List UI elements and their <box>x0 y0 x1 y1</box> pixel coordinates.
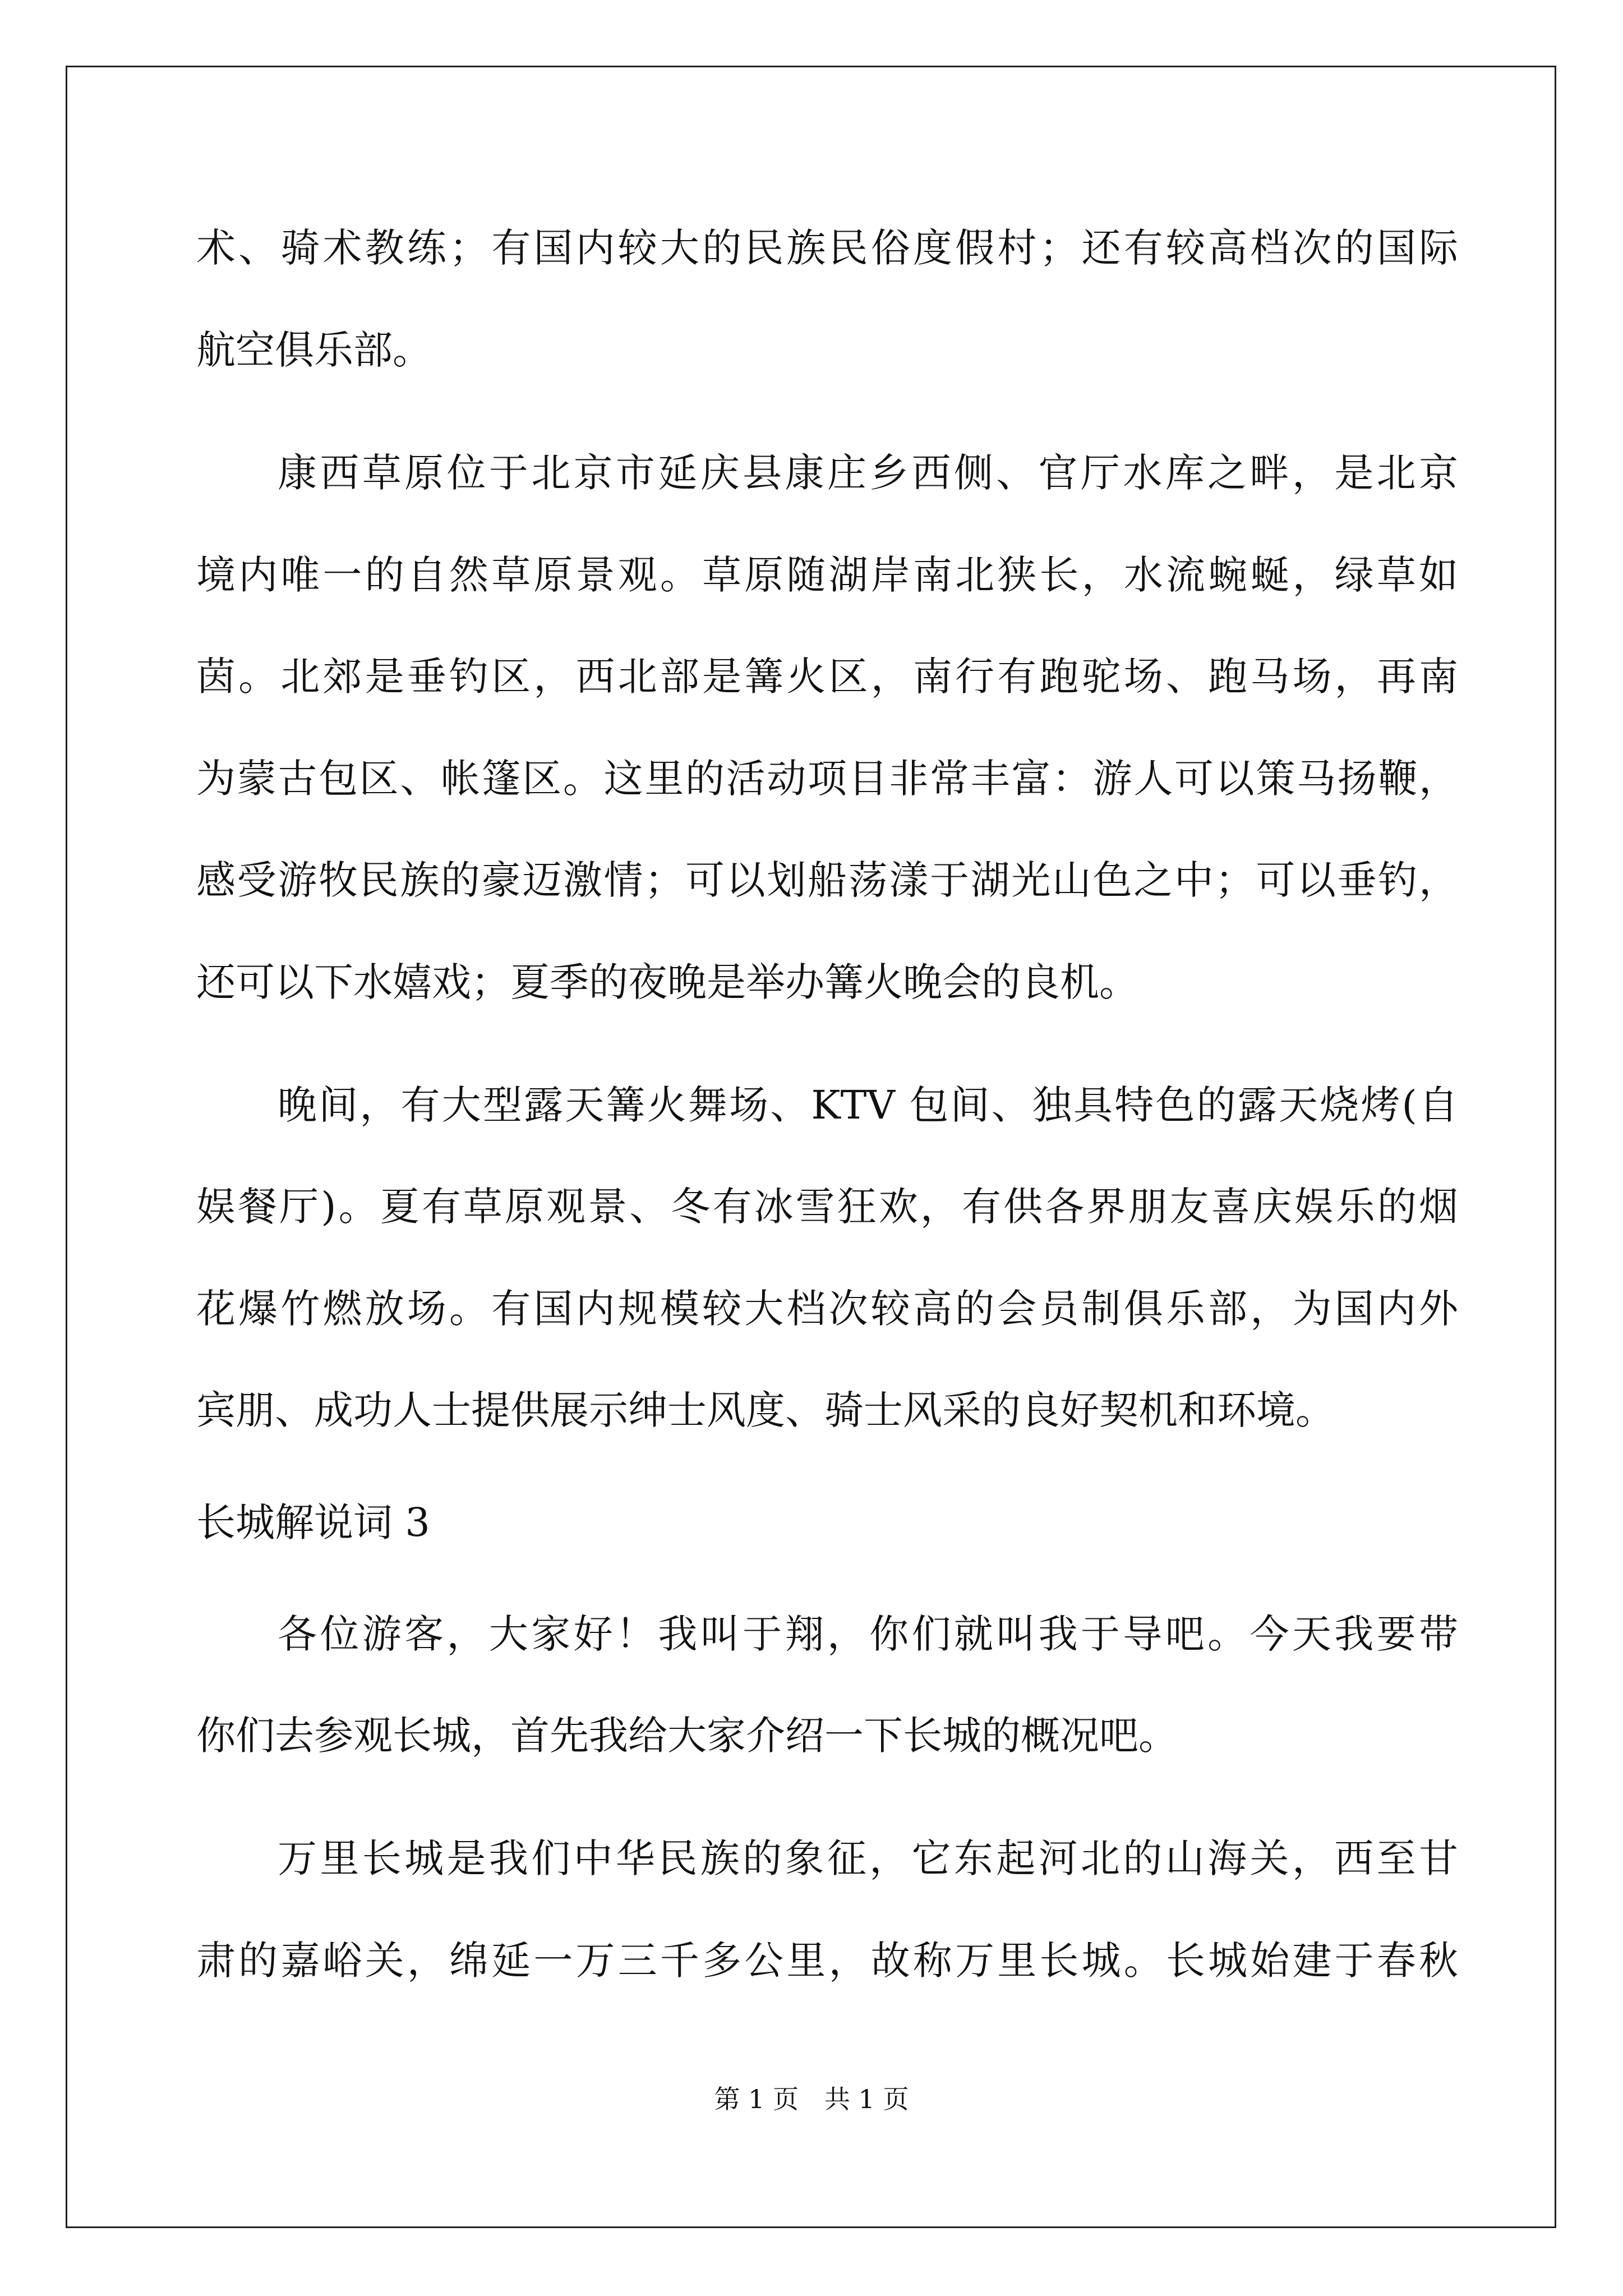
text-line-17: 肃的嘉峪关，绵延一万三千多公里，故称万里长城。长城始建于春秋 <box>196 1938 1458 1984</box>
text-line-10: 娱餐厅)。夏有草原观景、冬有冰雪狂欢，有供各界朋友喜庆娱乐的烟 <box>196 1184 1458 1230</box>
text-line-3: 康西草原位于北京市延庆县康庄乡西侧、官厅水库之畔，是北京 <box>278 450 1458 496</box>
text-line-7: 感受游牧民族的豪迈激情；可以划船荡漾于湖光山色之中；可以垂钓， <box>196 857 1458 903</box>
text-line-5: 茵。北郊是垂钓区，西北部是篝火区，南行有跑驼场、跑马场，再南 <box>196 654 1458 700</box>
page-border <box>66 66 1556 2228</box>
text-line-15: 你们去参观长城，首先我给大家介绍一下长城的概况吧。 <box>196 1713 1178 1759</box>
text-line-9: 晚间，有大型露天篝火舞场、KTV 包间、独具特色的露天烧烤(自 <box>278 1082 1458 1128</box>
text-line-1: 术、骑术教练；有国内较大的民族民俗度假村；还有较高档次的国际 <box>196 225 1458 271</box>
text-line-8: 还可以下水嬉戏；夏季的夜晚是举办篝火晚会的良机。 <box>196 959 1138 1005</box>
text-line-2: 航空俱乐部。 <box>196 327 432 373</box>
text-line-11: 花爆竹燃放场。有国内规模较大档次较高的会员制俱乐部，为国内外 <box>196 1286 1458 1332</box>
text-line-4: 境内唯一的自然草原景观。草原随湖岸南北狭长，水流蜿蜒，绿草如 <box>196 552 1458 598</box>
text-line-6: 为蒙古包区、帐篷区。这里的活动项目非常丰富：游人可以策马扬鞭， <box>196 756 1458 802</box>
text-line-16: 万里长城是我们中华民族的象征，它东起河北的山海关，西至甘 <box>278 1835 1458 1881</box>
text-line-14: 各位游客，大家好！我叫于翔，你们就叫我于导吧。今天我要带 <box>278 1611 1458 1657</box>
page-footer: 第 1 页 共 1 页 <box>714 2084 909 2114</box>
section-heading: 长城解说词 3 <box>196 1499 430 1545</box>
text-line-12: 宾朋、成功人士提供展示绅士风度、骑士风采的良好契机和环境。 <box>196 1387 1335 1433</box>
